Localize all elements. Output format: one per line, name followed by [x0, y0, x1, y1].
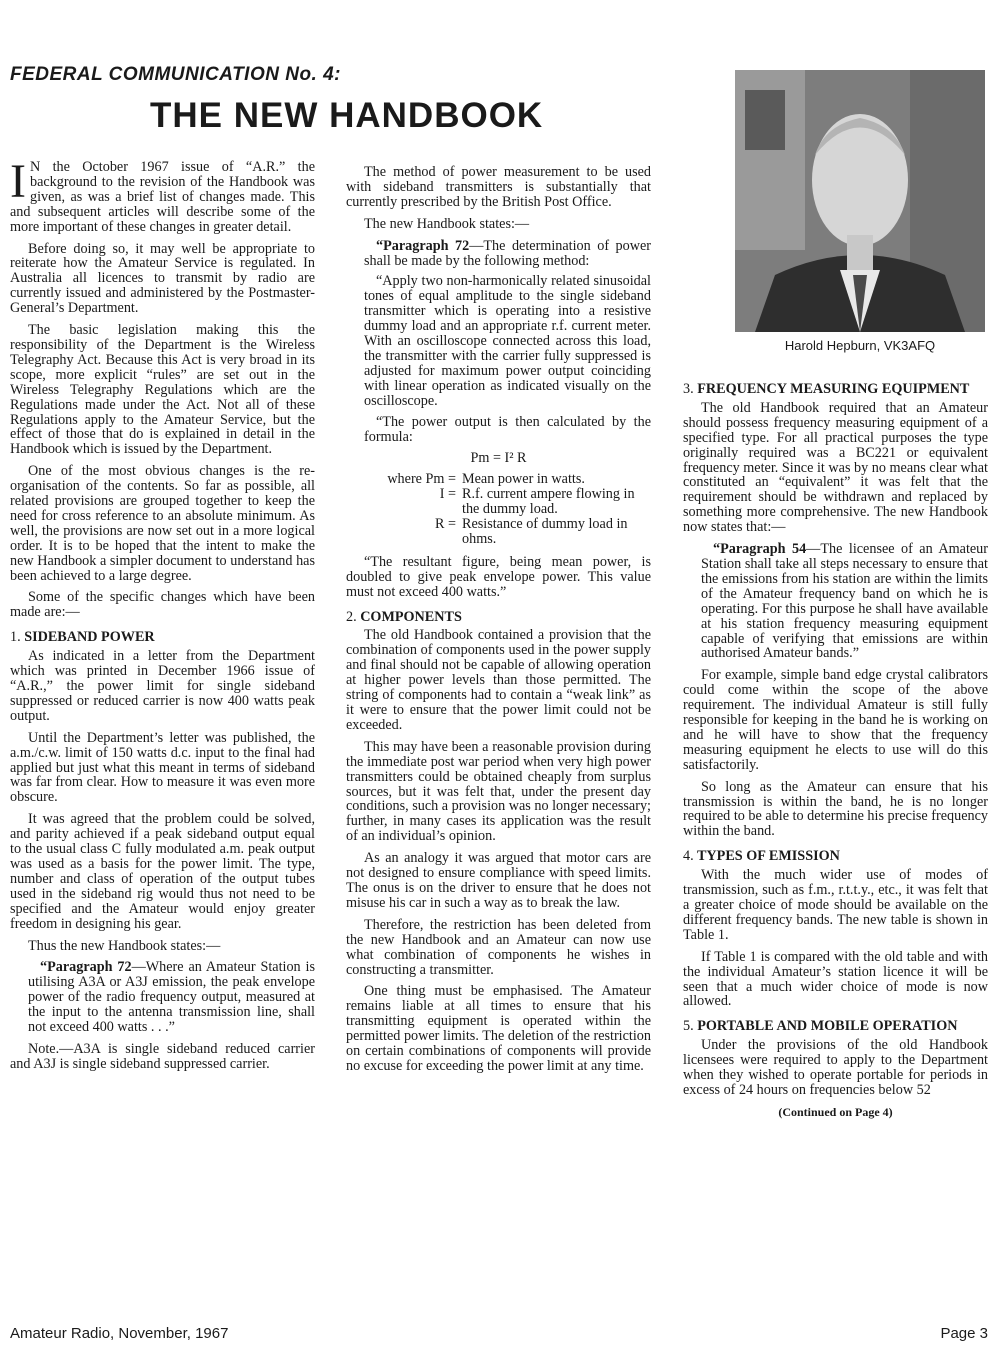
paragraph: Under the provisions of the old Handbook licensees were required to apply to the Department when they wished to operate portable for periods in excess of 24 hours on frequencies below 52 [683, 1037, 988, 1098]
kicker: FEDERAL COMMUNICATION No. 4: [10, 64, 342, 85]
paragraph: This may have been a reasonable provision during the immediate post war period when very high power transmitters could be obtained cheaply from surplus sources, but it was felt that, under the present day conditions, such a provision was no longer necessary; further, in many cases its application was the result of an individual’s opinion. [346, 738, 651, 845]
paragraph: One thing must be emphasised. The Amateur remains liable at all times to ensure that his transmitting equipment is operated within the permitted power limits. The deletion of the restriction on certain combinations of components will provide no excuse for exceeding the power limit at any time. [346, 983, 651, 1074]
section-heading-frequency-measuring: 3. FREQUENCY MEASURING EQUIPMENT [683, 381, 970, 397]
paragraph: The old Handbook contained a provision that the combination of components used in the power supply and final should not be capable of allowing operation at higher power levels than those permitted. The string of components had to contain a “weak link” as it were to ensure that the power limit could not be exceeded. [346, 627, 651, 733]
author-photo [735, 70, 985, 332]
paragraph: Note.—A3A is single sideband reduced carrier and A3J is single sideband suppressed carrier. [10, 1040, 315, 1072]
formula-definitions: where Pm = Mean power in watts. I = R.f. current ampere flowing in the dummy load. R = Resistance of dummy load in ohms. [387, 471, 635, 547]
paragraph: The basic legislation making this the responsibility of the Department is the Wireless Telegraphy Act. Because this Act is very broad in its scope, more explicit “rules” are set out in the Wireless Telegraphy Regulations which are the Regulations made under the Act. Not all of these Regulations apply to the Amateur Service, but the effect of those that do is explained in detail in the Handbook which is issued by the Department. [10, 322, 315, 458]
paragraph: Until the Department’s letter was published, the a.m./c.w. limit of 150 watts d.c. input to the final had applied but just what this meant in terms of sideband was far from clear. How to measure it was even more obscure. [10, 729, 315, 806]
footer-page-number: Page 3 [940, 1325, 988, 1342]
paragraph: The method of power measurement to be used with sideband transmitters is substantially that currently prescribed by the British Post Office. [346, 164, 651, 210]
paragraph: If Table 1 is compared with the old table and with the individual Amateur’s station licence it will be seen that a much wider choice of mode is now allowed. [683, 948, 988, 1010]
paragraph: For example, simple band edge crystal calibrators could come within the scope of the above requirement. The individual Amateur is still fully responsible for keeping in the band he is working on and he will have to show that the frequency measuring equipment he elects to use will do this satisfactorily. [683, 667, 988, 773]
continued-note: (Continued on Page 4) [778, 1104, 893, 1119]
paragraph: As an analogy it was argued that motor cars are not designed to ensure compliance with speed limits. The onus is on the driver to ensure that he does not misuse his car in such a way as to break the law. [346, 850, 651, 911]
paragraph: The old Handbook required that an Amateur should possess frequency measuring equipment of a specified type. For all practical purposes the type originally required was a BC221 or equivalent frequency meter. Since it was by no means clear what constituted an “equivalent” it was felt that the requirement should be withdrawn and replaced by something more comprehensive. The new Handbook now states that:— [683, 399, 988, 536]
paragraph: Before doing so, it may well be appropriate to reiterate how the Amateur Service is regulated. In Australia all licences to transmit by radio are currently issued and administered by the Postmaster-General’s Department. [10, 240, 315, 317]
column-2 [346, 165, 651, 1081]
handbook-quote: “Paragraph 72—The determination of power shall be made by the following method: “Apply two non-harmonically related sinusoidal tones of equal amplitude to the single sideband transmitter which is operating into a resistive dummy load and an appropriate r.f. current meter. With an oscilloscope connected across this load, the transmitter with the carrier fully suppressed is adjusted for maximum power output coinciding with linear operation as indicated visually on the oscilloscope. “The power output is then calculated by the formula: [364, 237, 652, 445]
paragraph: Therefore, the restriction has been deleted from the new Handbook and an Amateur can now use what combination of components he wishes in constructing a transmitter. [346, 916, 651, 978]
intro-paragraph: IN the October 1967 issue of “A.R.” the background to the revision of the Handbook was given, as was a brief list of changes made. This and subsequent articles will describe some of the more important of these changes in greater detail. [10, 155, 315, 235]
paragraph: It was agreed that the problem could be solved, and parity achieved if a peak sideband output equal to the usual class C fully modulated a.m. peak output was used as a basis for the power limit. The type, number and class of operation of the output tubes used in the sideband rig would thus not need to be specified and the Amateur would enjoy greater freedom in designing his gear. [10, 811, 315, 932]
column-3 [683, 372, 988, 1120]
paragraph: The new Handbook states:— [364, 215, 530, 232]
section-heading-types-of-emission: 4. TYPES OF EMISSION [683, 848, 840, 865]
footer-publication: Amateur Radio, November, 1967 [10, 1325, 229, 1342]
formula: Pm = I² R [470, 450, 527, 467]
article-title: THE NEW HANDBOOK [150, 96, 544, 135]
paragraph: Thus the new Handbook states:— [28, 937, 221, 954]
paragraph: “The resultant figure, being mean power, is doubled to give peak envelope power. This value must not exceed 400 watts.” [346, 553, 651, 600]
paragraph: With the much wider use of modes of transmission, such as f.m., r.t.t.y., etc., it was felt that a greater choice of mode should be available on the different frequency bands. The new table is shown in Table 1. [683, 867, 988, 943]
paragraph: As indicated in a letter from the Department which was printed in December 1966 issue of “A.R.,” the power limit for single sideband suppressed or reduced carrier is now 400 watts peak output. [10, 648, 315, 724]
column-1 [10, 155, 315, 1079]
section-heading-components: 2. COMPONENTS [346, 608, 462, 625]
photo-caption: Harold Hepburn, VK3AFQ [784, 338, 936, 353]
section-heading-sideband-power: 1. SIDEBAND POWER [10, 629, 155, 646]
paragraph: So long as the Amateur can ensure that his transmission is within the band, he is no longer required to be able to determine his precise frequency within the band. [683, 778, 988, 840]
section-heading-portable-mobile: 5. PORTABLE AND MOBILE OPERATION [683, 1018, 958, 1035]
handbook-quote: “Paragraph 72—Where an Amateur Station is utilising A3A or A3J emission, the peak envelope power of the radio frequency output, measured at the input to the antenna transmission line, shall not exceed 400 watts . . .” [28, 959, 315, 1036]
handbook-quote: “Paragraph 54—The licensee of an Amateur Station shall take all steps necessary to ensure that the emissions from his station are within the limits of the Amateur frequency band on which he is operating. For this purpose he shall have available at his station frequency measuring equipment capable of verifying that emissions are within authorised Amateur bands.” [701, 541, 989, 662]
paragraph: One of the most obvious changes is the re-organisation of the contents. So far as possible, all related provisions are grouped together to keep the need for cross reference to an absolute minimum. As well, the provisions are now set out in a more logical order. It is to be hoped that the intent to make the new Handbook a simpler document to understand has been achieved to a large degree. [10, 463, 315, 584]
paragraph: Some of the specific changes which have been made are:— [10, 589, 315, 621]
